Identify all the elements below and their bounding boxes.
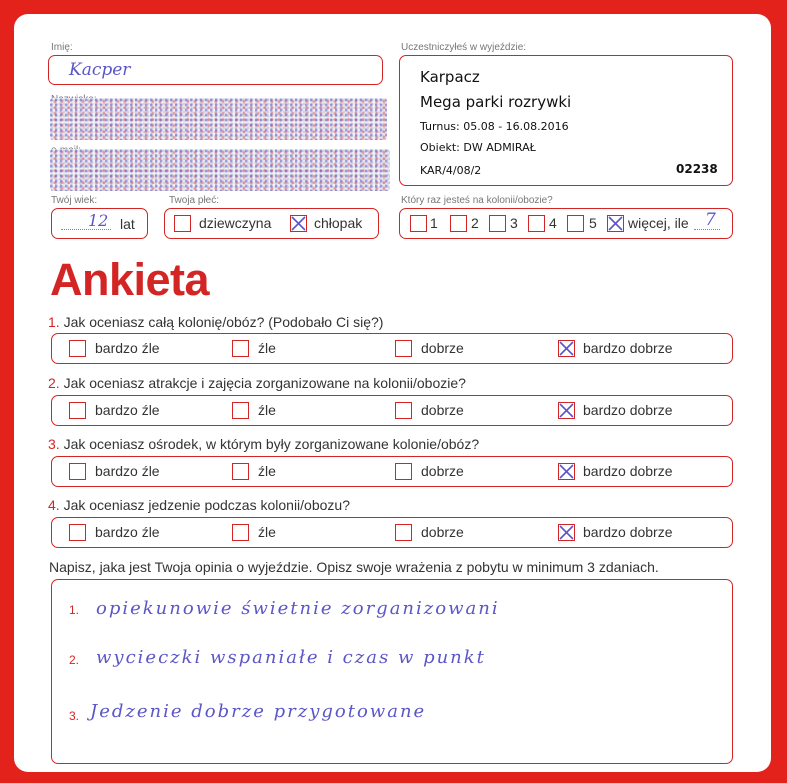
question-1-num: 1. bbox=[48, 314, 60, 330]
q2-option-3-checkbox[interactable] bbox=[395, 402, 412, 419]
times-4-label: 4 bbox=[549, 215, 557, 231]
q1-option-1-label: bardzo źle bbox=[95, 340, 160, 356]
q4-option-3-checkbox[interactable] bbox=[395, 524, 412, 541]
question-3-num: 3. bbox=[48, 436, 60, 452]
surname-redacted bbox=[50, 98, 387, 140]
q3-option-2-label: źle bbox=[258, 463, 276, 479]
times-4-checkbox[interactable] bbox=[528, 215, 545, 232]
opinion-line-1-num: 1. bbox=[69, 603, 80, 617]
q4-option-4-label: bardzo dobrze bbox=[583, 524, 673, 540]
camp-program: Mega parki rozrywki bbox=[420, 93, 572, 111]
times-5-checkbox[interactable] bbox=[567, 215, 584, 232]
q4-option-3-label: dobrze bbox=[421, 524, 464, 540]
q1-option-2-label: źle bbox=[258, 340, 276, 356]
times-1-checkbox[interactable] bbox=[410, 215, 427, 232]
opinion-line-1-text: opiekunowie świetnie zorganizowani bbox=[96, 598, 500, 619]
q1-option-3-label: dobrze bbox=[421, 340, 464, 356]
gender-box bbox=[164, 208, 379, 239]
opinion-prompt: Napisz, jaka jest Twoja opinia o wyjeździe. Opisz swoje wrażenia z pobytu w minimum 3 zdaniach. bbox=[49, 559, 659, 575]
name-value: Kacper bbox=[69, 60, 131, 80]
question-4 bbox=[48, 497, 350, 513]
q1-option-2-checkbox[interactable] bbox=[232, 340, 249, 357]
q3-option-4-label: bardzo dobrze bbox=[583, 463, 673, 479]
question-2-text: Jak oceniasz atrakcje i zajęcia zorganizowane na kolonii/obozie? bbox=[63, 375, 466, 391]
camp-number: 02238 bbox=[676, 162, 718, 176]
checkmark-x-icon bbox=[558, 524, 575, 541]
gender-label: Twoja płeć: bbox=[169, 195, 220, 206]
camp-label: Uczestniczyłeś w wyjeździe: bbox=[401, 42, 527, 53]
opinion-line-3-num: 3. bbox=[69, 709, 80, 723]
checkmark-x-icon bbox=[558, 402, 575, 419]
q2-option-2-label: źle bbox=[258, 402, 276, 418]
q2-option-3-label: dobrze bbox=[421, 402, 464, 418]
q2-option-2-checkbox[interactable] bbox=[232, 402, 249, 419]
times-label: Który raz jesteś na kolonii/obozie? bbox=[401, 195, 553, 206]
times-box bbox=[399, 208, 733, 239]
question-2-options bbox=[51, 395, 733, 426]
q3-option-1-label: bardzo źle bbox=[95, 463, 160, 479]
checkmark-x-icon bbox=[558, 463, 575, 480]
times-3-label: 3 bbox=[510, 215, 518, 231]
camp-obiekt: Obiekt: DW ADMIRAŁ bbox=[420, 141, 536, 154]
page-title: Ankieta bbox=[50, 254, 210, 305]
opinion-line-2-num: 2. bbox=[69, 653, 80, 667]
question-3-options bbox=[51, 456, 733, 487]
question-4-num: 4. bbox=[48, 497, 60, 513]
times-1-label: 1 bbox=[430, 215, 438, 231]
q3-option-2-checkbox[interactable] bbox=[232, 463, 249, 480]
gender-boy-label: chłopak bbox=[314, 215, 363, 231]
age-unit: lat bbox=[120, 216, 135, 232]
gender-girl-checkbox[interactable] bbox=[174, 215, 191, 232]
q4-option-2-label: źle bbox=[258, 524, 276, 540]
q4-option-2-checkbox[interactable] bbox=[232, 524, 249, 541]
times-3-checkbox[interactable] bbox=[489, 215, 506, 232]
times-2-checkbox[interactable] bbox=[450, 215, 467, 232]
q1-option-1-checkbox[interactable] bbox=[69, 340, 86, 357]
q3-option-3-label: dobrze bbox=[421, 463, 464, 479]
q4-option-4-checkbox[interactable] bbox=[558, 524, 575, 541]
camp-place: Karpacz bbox=[420, 68, 480, 86]
q4-option-1-label: bardzo źle bbox=[95, 524, 160, 540]
q1-option-4-label: bardzo dobrze bbox=[583, 340, 673, 356]
question-4-text: Jak oceniasz jedzenie podczas kolonii/obozu? bbox=[63, 497, 350, 513]
email-redacted bbox=[50, 149, 390, 191]
opinion-line-2-text: wycieczki wspaniałe i czas w punkt bbox=[96, 647, 486, 668]
times-2-label: 2 bbox=[471, 215, 479, 231]
q2-option-1-checkbox[interactable] bbox=[69, 402, 86, 419]
checkmark-x-icon bbox=[607, 215, 624, 232]
question-3-text: Jak oceniasz ośrodek, w którym były zorganizowane kolonie/obóz? bbox=[63, 436, 480, 452]
gender-girl-label: dziewczyna bbox=[199, 215, 272, 231]
camp-info-box bbox=[399, 55, 733, 186]
question-1 bbox=[48, 314, 383, 330]
age-field[interactable] bbox=[51, 208, 148, 239]
name-label: Imię: bbox=[51, 42, 73, 53]
camp-code: KAR/4/08/2 bbox=[420, 164, 482, 177]
question-4-options bbox=[51, 517, 733, 548]
times-more-checkbox[interactable] bbox=[607, 215, 624, 232]
question-1-text: Jak oceniasz całą kolonię/obóz? (Podobało Ci się?) bbox=[63, 314, 384, 330]
question-3 bbox=[48, 436, 479, 452]
question-2 bbox=[48, 375, 466, 391]
q2-option-1-label: bardzo źle bbox=[95, 402, 160, 418]
checkmark-x-icon bbox=[290, 215, 307, 232]
q3-option-3-checkbox[interactable] bbox=[395, 463, 412, 480]
checkmark-x-icon bbox=[558, 340, 575, 357]
question-2-num: 2. bbox=[48, 375, 60, 391]
age-value: 12 bbox=[88, 211, 109, 230]
survey-sheet bbox=[14, 14, 771, 772]
times-5-label: 5 bbox=[589, 215, 597, 231]
name-field[interactable] bbox=[48, 55, 383, 85]
q2-option-4-checkbox[interactable] bbox=[558, 402, 575, 419]
question-1-options bbox=[51, 333, 733, 364]
q3-option-4-checkbox[interactable] bbox=[558, 463, 575, 480]
q1-option-4-checkbox[interactable] bbox=[558, 340, 575, 357]
opinion-field[interactable] bbox=[51, 579, 733, 764]
camp-turnus: Turnus: 05.08 - 16.08.2016 bbox=[420, 120, 569, 133]
times-more-label: więcej, ile bbox=[628, 215, 689, 231]
gender-boy-checkbox[interactable] bbox=[290, 215, 307, 232]
q4-option-1-checkbox[interactable] bbox=[69, 524, 86, 541]
age-label: Twój wiek: bbox=[51, 195, 98, 206]
q3-option-1-checkbox[interactable] bbox=[69, 463, 86, 480]
opinion-line-3-text: Jedzenie dobrze przygotowane bbox=[90, 701, 427, 722]
times-more-value: 7 bbox=[705, 210, 716, 230]
q1-option-3-checkbox[interactable] bbox=[395, 340, 412, 357]
q2-option-4-label: bardzo dobrze bbox=[583, 402, 673, 418]
